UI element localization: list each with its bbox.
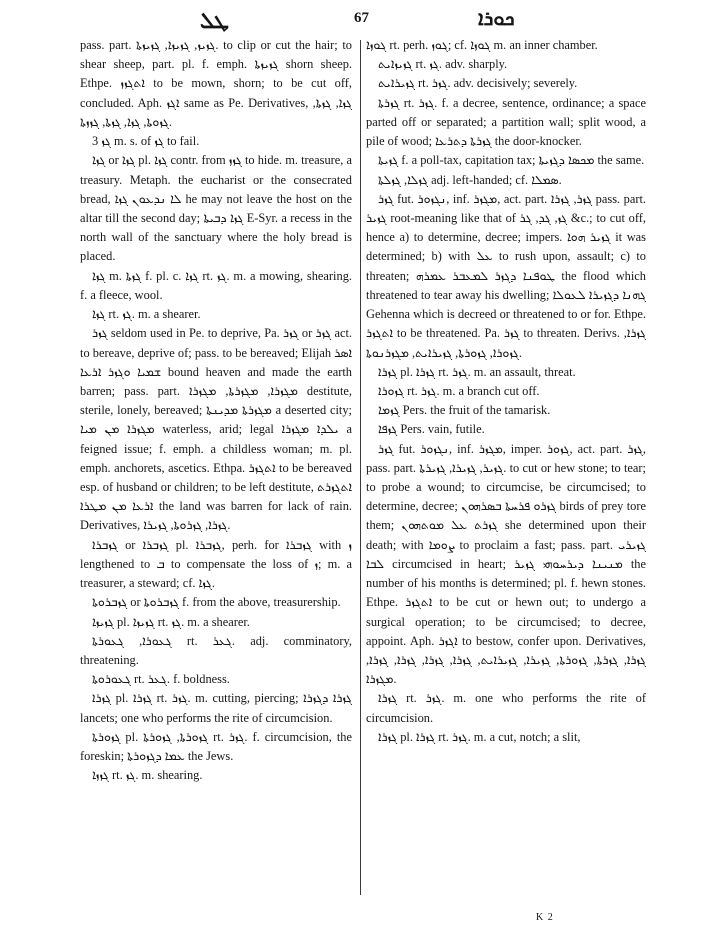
signature-mark: K 2 [536, 912, 554, 923]
dictionary-entry: ܓܙܐ m. ܓܙܬܐ f. pl. c. ܓܙܐ rt. ܓܙ. m. a mowing, shearing. f. a fleece, wool. [80, 268, 352, 302]
dictionary-entry: ܓܙܘܪܐ rt. ܓܙܪ. m. a branch cut off. [378, 383, 540, 398]
right-column [366, 36, 646, 747]
page-header [80, 8, 656, 36]
dictionary-entry: ܓܙܝܬܐ f. a poll-tax, capitation tax; ܡܟܣܐ ܕܓܙܝܬܐ the same. [378, 153, 645, 168]
dictionary-entry: ܓܙܝܙܐܝܬ rt. ܓܙ. adv. sharply. [378, 57, 508, 72]
dictionary-entry: ܓܙ 3 m. s. of ܓܙ to fail. [92, 134, 200, 149]
dictionary-entry: ܓܘܙܐ rt. perh. ܓܘܙ; cf. ܓܘܙܐ m. an inner chamber. [366, 38, 598, 52]
dictionary-entry: ܓܙܘܪܬܐ pl. ܓܙܘܪܬܐ, ܓܙܘܪܬܐ rt. ܓܙܪ. f. circumcision, the foreskin; ܥܡܐ ܕܓܙܘܪܬܐ the Jews. [80, 729, 352, 764]
dictionary-entry: ܓܙܪܐ rt. ܓܙܪ. m. one who performs the rite of circumcision. [366, 691, 646, 725]
dictionary-entry: ܓܙܪܐ pl. ܓܙܪܐ rt. ܓܙܪ. m. an assault, threat. [378, 364, 576, 379]
dictionary-entry: ܓܙܒܪܐ or ܓܙܒܪܐ pl. ܓܙܒܪܐ, perh. for ܓܙܒܪܐ with ܙ lengthened to ܒ to compensate the loss of ܙ; m. a treasurer, a steward; cf. ܓܙܐ. [80, 537, 353, 591]
dictionary-entry: ܓܥܘܪܐ, ܓܥܘܪܬܐ rt. ܓܥܪ. adj. comminatory, threatening. [80, 633, 352, 667]
dictionary-entry: ܓܙܙܐ rt. ܓܙ. m. shearing. [92, 768, 203, 783]
dictionary-entry: ܓܙܡܐ Pers. the fruit of the tamarisk. [378, 403, 551, 418]
dictionary-entry: ܓܙܝܪܐܝܬ rt. ܓܙܪ. adv. decisively; severely. [378, 76, 578, 91]
dictionary-entry: ܓܙܝܙܐ pl. ܓܙܝܙܐ rt. ܓܙ. m. a shearer. [92, 614, 250, 629]
dictionary-entry: ܓܙܪ fut. ܢܓܙܘܪ, inf. ܡܓܙܪ, act. part. ܓܙܪ, ܓܙܪܐ pass. part. ܓܙܝܪ root-meaning like that of ܓܙ, ܓܕ, ܓܪ &c.; to cut off, hence a) to determine, decree; impers. ܓܙܝܪ ܗܘܐ it was determined; b) with ܥܠ to rush upon, assault; c) to threaten; ܛܘܦܢܐ ܕܓܙܪ ܠܡܥܒܪ ܥܡܪܗ the flood which threatened to tear away his dwelling; ܓܗܢܐ ܕܓܙܝܪܐ ܠܥܘܠܐ Gehenna which is decreed or threatened to or for. Ethpe. ܐܬܓܙܪ to be threatened. Pa. ܓܙܪ to threaten. Derivs. ܓܙܪܐ, ܓܙܘܪܐ, ܓܙܘܪܬܐ, ܓܙܝܪܐܝܬ, ܡܓܙܪܢܘܬܐ. [366, 191, 647, 360]
column-divider [360, 40, 361, 895]
dictionary-entry: ܓܙܠܐ, ܓܙܠܬܐ adj. left-handed; cf. ܣܡܠܐ. [378, 172, 562, 187]
dictionary-entry: ܓܙܪ seldom used in Pe. to deprive, Pa. ܓܙܪ or ܓܙܪ act. to bereave, deprive of; pass. to be bereaved; Elijah ܐܣܪ ܫܡܝܐ ܘܓܙܪ ܐܪܥܐ bound heaven and made the earth barren; pass. part. ܡܓܙܪܐ, ܡܓܙܪܬܐ, ܡܓܙܪܐ destitute, sterile, lonely, bereaved; ܡܓܙܪܬܐ ܡܕܝܢܬܐ a deserted city; ܡܓܙܪܐ ܡܢ ܡܝܐ waterless, arid; legal ܝܠܕܐ ܡܓܙܪܐ a feigned issue; f. emph. a childless woman; m. pl. emph. anchorets, ascetics. Ethpa. ܐܬܓܙܪ to be bereaved esp. of husband or children; to be left destitute, ܐܬܓܙܪܬ ܐܪܥܐ ܡܢ ܡܛܪܐ the land was barren for lack of rain. Derivatives, ܓܙܪܐ, ܓܙܪܘܬܐ, ܓܙܝܪܐ. [80, 326, 352, 533]
dictionary-entry: ܓܙܒܪܘܬܐ or ܓܙܒܪܘܬܐ f. from the above, treasurership. [92, 595, 341, 610]
dictionary-entry: ܓܙܪܐ pl. ܓܙܪܐ rt. ܓܙܪ. m. a cut, notch; a slit, [378, 729, 581, 744]
dictionary-entry: ܓܥܘܪܘܬܐ rt. ܓܥܪ. f. boldness. [92, 672, 230, 687]
dictionary-entry: ܓܙܦܐ Pers. vain, futile. [378, 422, 485, 437]
dictionary-entry: ܓܙܐ rt. ܓܙ. m. a shearer. [92, 307, 201, 322]
left-column [80, 36, 352, 786]
dictionary-entry: ܓܙܐ or ܓܙܐ pl. ܓܙܐ contr. from ܓܙܙ to hide. m. treasure, a treasury. Metaph. the eucharist or the consecrated bread, ܠܐ ܢܕܥܘܢ ܓܙܐ he may not leave the host on the altar till the second day; ܓܙܐ ܕܒܝܬܐ E-Syr. a recess in the north wall of the sanctuary where the holy bread is placed. [80, 153, 353, 264]
running-head-right: ܟܘܪܐ [478, 8, 515, 30]
dictionary-entry: ܓܙܪ fut. ܢܓܙܘܪ, inf. ܡܓܙܪ, imper. ܓܙܘܪ, act. part. ܓܙܪ, pass. part. ܓܙܝܪ, ܓܙܝܪܐ, ܓܙܝܪܬܐ. to cut or hew stone; to tear; to probe a wound; to circumcise, be circumcised; to determine, decree; ܓܙܪܘ ܦܪܚܬܐ ܒܣܪܗܘܢ birds of prey tore them; ܓܙܪܬ ܥܠ ܡܘܬܗܘܢ she determined upon their death; with ܨܘܡܐ to proclaim a fast; pass. part. ܓܙܝܪܝ ܠܒܐ circumcised in heart; ܡܢܝܢܐ ܕܝܪܚܘܗܝ ܓܙܝܪ the number of his months is determined; pl. f. hewn stones. Ethpe. ܐܬܓܙܪ to be cut or hewn out; to undergo a surgical operation; to be circumcised; to decree, appoint. Aph. ܐܓܙܪ to bestow, confer upon. Derivatives, ܓܙܪܐ, ܓܙܪܬܐ, ܓܙܘܪܬܐ, ܓܙܝܪܐ, ܓܙܝܪܐܝܬ, ܓܙܪܐ, ܓܙܪܐ, ܓܙܪܐ, ܓܙܪܐ, ܡܓܙܪܐ. [366, 441, 647, 687]
dictionary-entry: ܓܙܪܬܐ rt. ܓܙܪ. f. a decree, sentence, ordinance; a space parted off or separated; a partition wall; split wood, a pile of wood; ܓܙܪܬܐ ܕܬܪܥܐ the door-knocker. [366, 95, 646, 149]
page-number: 67 [354, 10, 369, 26]
dictionary-entry: pass. part. ܓܙܝܙ, ܓܙܝܙܐ, ܓܙܝܙܬܐ. to clip or cut the hair; to shear sheep, part. pl. f. emph. ܓܙܝܙܬܐ shorn sheep. Ethpe. ܐܬܓܙܙ to be mown, shorn; to be cut off, concluded. Aph. ܐܓܙ same as Pe. Derivatives, ܓܙܐ, ܓܙܬܐ, ܓܙܘܬܐ, ܓܙܐ, ܓܙܬܐ, ܓܙܙܬܐ. [80, 38, 352, 129]
running-head-left: ܛܠ [200, 8, 229, 33]
dictionary-entry: ܓܙܪܐ pl. ܓܙܪܐ rt. ܓܙܪ. m. cutting, piercing; ܓܙܪܐ ܕܓܙܪܐ lancets; one who performs the rite of circumcision. [80, 691, 352, 725]
